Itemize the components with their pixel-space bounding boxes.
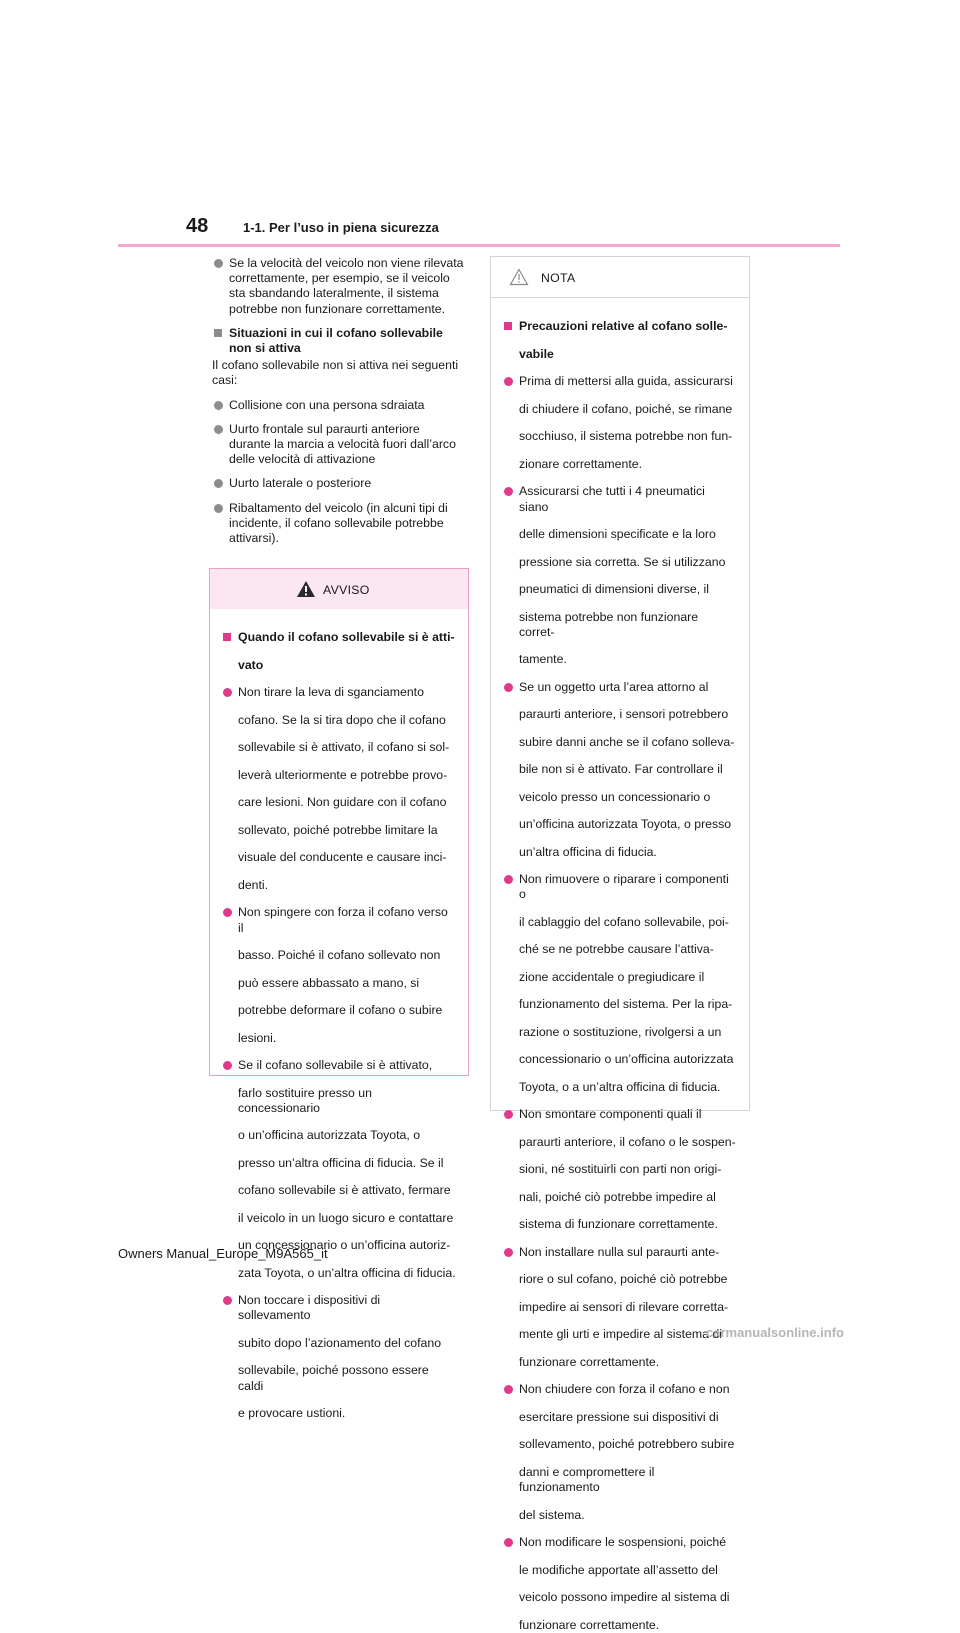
- bullet-icon: [504, 1248, 513, 1257]
- list-item: Ribaltamento del veicolo (in alcuni tipi di incidente, il cofano sollevabile potrebbe attivarsi).: [212, 501, 474, 547]
- bullet-icon: [504, 875, 513, 884]
- list-item: Uurto frontale sul paraurti anteriore durante la marcia a velocità fuori dall’arco delle velocità di attivazione: [212, 422, 474, 468]
- bullet-icon: [223, 1061, 232, 1070]
- bullet-icon: [214, 401, 223, 410]
- list-item: Non modificare le sospensioni, poiché le modifiche apportate all’assetto del veicolo possono impedire al sistema di funzionare correttamente.: [502, 1535, 737, 1633]
- list-item: Non rimuovere o riparare i componenti o il cablaggio del cofano sollevabile, poi- ché se ne potrebbe causare l’attiva- zione accidentale o pregiudicare il funzionamento del sistema. Per la ripa- razione o sostituzione, rivolgersi a un concessionario o un’officina autorizzata Toyota, o a un’altra officina di fiducia.: [502, 872, 737, 1095]
- square-bullet-icon: [214, 329, 222, 337]
- subsection-heading: Quando il cofano sollevabile si è atti- vato: [221, 630, 456, 673]
- list-item: Collisione con una persona sdraiata: [212, 398, 474, 413]
- list-item: Prima di mettersi alla guida, assicurarsi di chiudere il cofano, poiché, se rimane socchiuso, il sistema potrebbe non fun- zionare correttamente.: [502, 374, 737, 472]
- note-label: NOTA: [541, 271, 576, 285]
- square-bullet-icon: [504, 322, 512, 330]
- list-item: Non toccare i dispositivi di sollevamento subito dopo l’azionamento del cofano sollevabile, poiché possono essere caldi e provocare ustioni.: [221, 1293, 456, 1421]
- bullet-icon: [504, 377, 513, 386]
- watermark: carmanualsonline.info: [706, 1325, 844, 1340]
- intro-text: Il cofano sollevabile non si attiva nei seguenti casi:: [212, 358, 459, 388]
- bullet-icon: [504, 683, 513, 692]
- bullet-icon: [504, 1110, 513, 1119]
- list-item: Assicurarsi che tutti i 4 pneumatici siano delle dimensioni specificate e la loro pressione sia corretta. Se si utilizzano pneumatici di dimensioni diverse, il sistema potrebbe non funzionare corret- tamente.: [502, 484, 737, 667]
- bullet-icon: [504, 487, 513, 496]
- square-bullet-icon: [223, 633, 231, 641]
- page-number: 48: [186, 215, 209, 237]
- list-item: Se il cofano sollevabile si è attivato, farlo sostituire presso un concessionario o un’officina autorizzata Toyota, o presso un’altra officina di fiducia. Se il cofano sollevabile si è attivato, fermare il veicolo in un luogo sicuro e contattare un concessionario o un’officina autoriz- zata Toyota, o un’altra officina di fiducia.: [221, 1058, 456, 1281]
- section-title: 1-1. Per l’uso in piena sicurezza: [243, 220, 439, 235]
- list-item: Non smontare componenti quali il paraurti anteriore, il cofano o le sospen- sioni, né sostituirli con parti non origi- nali, poiché ciò potrebbe impedire al sistema di funzionare correttamente.: [502, 1107, 737, 1232]
- subsection-heading: Precauzioni relative al cofano solle- vabile: [502, 319, 737, 362]
- caution-triangle-icon: [509, 268, 529, 286]
- bullet-icon: [214, 479, 223, 488]
- note-header: [491, 257, 749, 298]
- header-rule: [118, 244, 840, 247]
- list-item: Non chiudere con forza il cofano e non esercitare pressione sui dispositivi di sollevamento, poiché potrebbero subire danni e compromettere il funzionamento del sistema.: [502, 1382, 737, 1522]
- note-box: [490, 256, 750, 1632]
- left-column: [212, 256, 474, 555]
- footer-manual-id: Owners Manual_Europe_M9A565_it: [118, 1246, 328, 1261]
- bullet-icon: [223, 688, 232, 697]
- list-item: Non installare nulla sul paraurti ante- riore o sul cofano, poiché ciò potrebbe impedire ai sensori di rilevare corretta- mente gli urti e impedire al sistema di funzionare correttamente.: [502, 1245, 737, 1370]
- warning-triangle-icon: [296, 580, 316, 598]
- subsection-heading: Situazioni in cui il cofano sollevabile non si attiva: [212, 326, 474, 356]
- list-item: Se la velocità del veicolo non viene rilevata correttamente, per esempio, se il veicolo sta sbandando lateralmente, il sistema potrebbe non funzionare correttamente.: [212, 256, 474, 317]
- list-item: Non spingere con forza il cofano verso il basso. Poiché il cofano sollevato non può essere abbassato a mano, si potrebbe deformare il cofano o subire lesioni.: [221, 905, 456, 1045]
- bullet-icon: [223, 908, 232, 917]
- warning-header: [210, 569, 468, 609]
- list-item: Non tirare la leva di sganciamento cofano. Se la si tira dopo che il cofano sollevabile si è attivato, il cofano si sol- leverà ulteriormente e potrebbe provo- care lesioni. Non guidare con il cofano sollevato, poiché potrebbe limitare la visuale del conducente e causare inci- denti.: [221, 685, 456, 893]
- bullet-icon: [214, 425, 223, 434]
- bullet-icon: [223, 1296, 232, 1305]
- list-item: Uurto laterale o posteriore: [212, 476, 474, 491]
- bullet-icon: [504, 1538, 513, 1547]
- bullet-icon: [214, 504, 223, 513]
- list-item: Se un oggetto urta l’area attorno al paraurti anteriore, i sensori potrebbero subire danni anche se il cofano solleva- bile non si è attivato. Far controllare il veicolo presso un concessionario o un’officina autorizzata Toyota, o presso un’altra officina di fiducia.: [502, 680, 737, 860]
- bullet-icon: [504, 1385, 513, 1394]
- bullet-icon: [214, 259, 223, 268]
- warning-label: AVVISO: [323, 583, 370, 597]
